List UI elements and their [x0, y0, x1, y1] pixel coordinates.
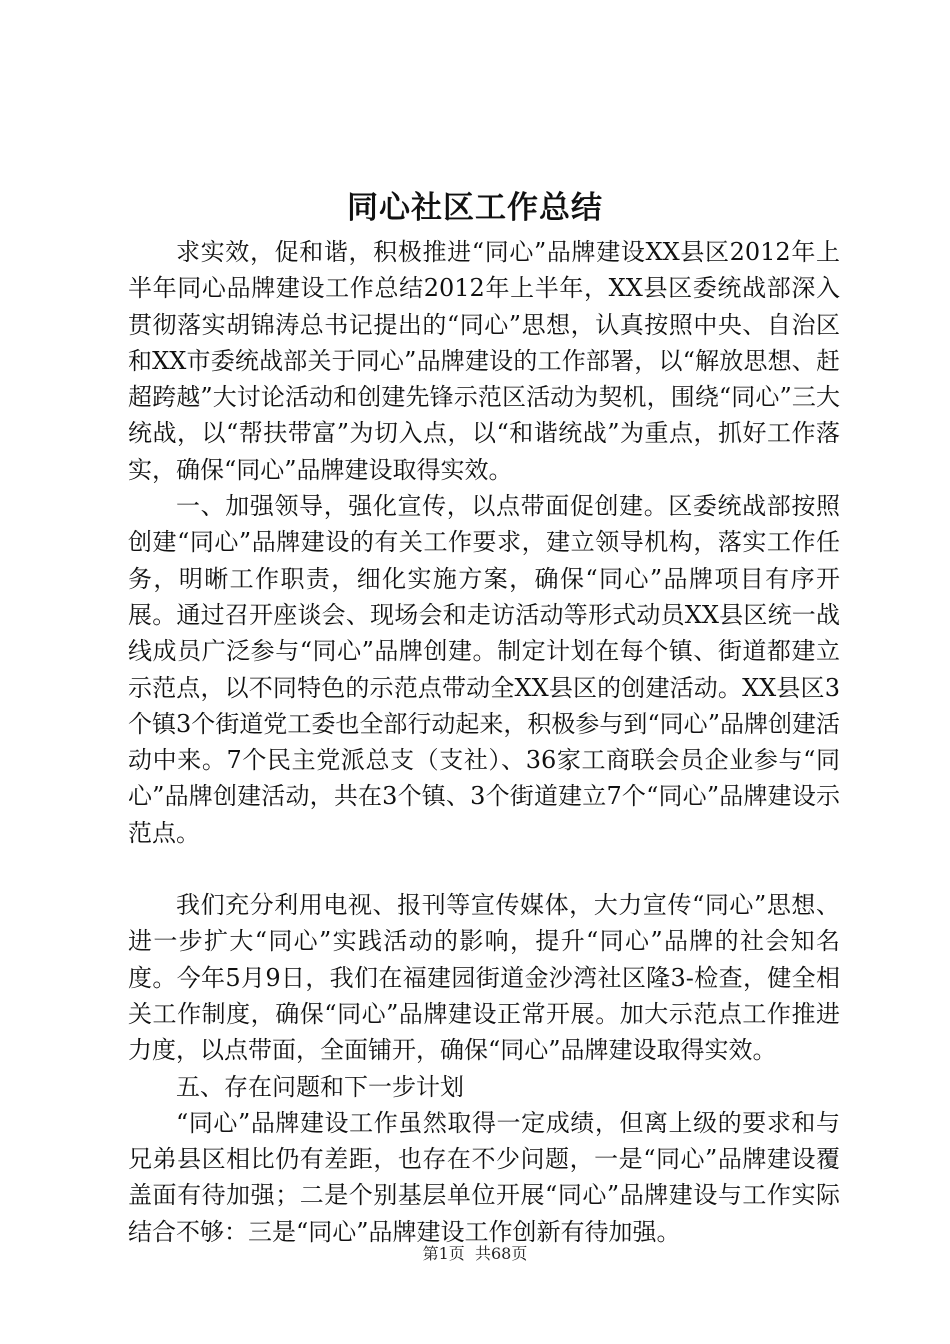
document-title: 同心社区工作总结	[347, 190, 603, 226]
paragraph-section-one: 一、加强领导，强化宣传，以点带面促创建。区委统战部按照创建“同心”品牌建设的有关工作要求，建立领导机构，落实工作任务，明晰工作职责，细化实施方案，确保“同心”品牌项目有序开展。通过召开座谈会、现场会和走访活动等形式动员XX县区统一战线成员广泛参与“同心”品牌创建。制定计划在每个镇、街道都建立示范点，以不同特色的示范点带动全XX县区的创建活动。XX县区3个镇3个街道党工委也全部行动起来，积极参与到“同心”品牌创建活动中来。7个民主党派总支（支社）、36家工商联会员企业参与“同心”品牌创建活动，共在3个镇、3个街道建立7个“同心”品牌建设示范点。	[128, 492, 840, 847]
page-footer	[0, 1242, 950, 1266]
document-body	[128, 234, 840, 1250]
section-heading-five: 五、存在问题和下一步计划	[176, 1072, 464, 1101]
page-number-total: 共68页	[474, 1244, 528, 1263]
paragraph-intro: 求实效，促和谐，积极推进“同心”品牌建设XX县区2012年上半年同心品牌建设工作总结2012年上半年，XX县区委统战部深入贯彻落实胡锦涛总书记提出的“同心”思想，认真按照中央、自治区和XX市委统战部关于同心”品牌建设的工作部署，以“解放思想、赶超跨越”大讨论活动和创建先锋示范区活动为契机，围绕“同心”三大统战，以“帮扶带富”为切入点，以“和谐统战”为重点，抓好工作落实，确保“同心”品牌建设取得实效。	[128, 238, 840, 484]
paragraph-problems: “同心”品牌建设工作虽然取得一定成绩，但离上级的要求和与兄弟县区相比仍有差距，也存在不少问题，一是“同心”品牌建设覆盖面有待加强；二是个别基层单位开展“同心”品牌建设与工作实际结合不够：三是“同心”品牌建设工作创新有待加强。	[128, 1108, 840, 1246]
paragraph-publicity: 我们充分利用电视、报刊等宣传媒体，大力宣传“同心”思想、进一步扩大“同心”实践活动的影响，提升“同心”品牌的社会知名度。今年5月9日，我们在福建园街道金沙湾社区隆3-检查，健全相关工作制度，确保“同心”品牌建设正常开展。加大示范点工作推进力度，以点带面，全面铺开，确保“同心”品牌建设取得实效。	[128, 891, 840, 1065]
page-number-current: 第1页	[422, 1244, 465, 1263]
